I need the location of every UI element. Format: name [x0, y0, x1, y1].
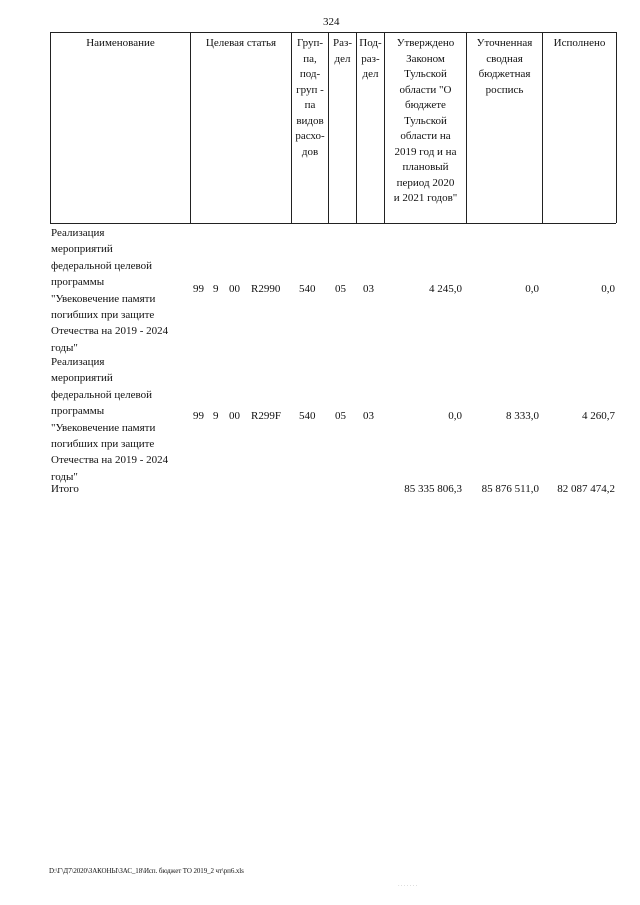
row-code-2: 9: [213, 410, 219, 422]
row-code-4: R2990: [251, 283, 281, 295]
row-code-4: R299F: [251, 410, 281, 422]
total-executed: 82 087 474,2: [557, 483, 615, 495]
row-name: Реализация мероприятий федеральной целевой программы "Увековечение памяти погибших при защите Отечества на 2019 - 2024 годы": [51, 356, 169, 483]
row-group: 540: [299, 283, 316, 295]
row-executed: 4 260,7: [582, 410, 615, 422]
column-divider: [616, 32, 617, 223]
row-approved: 4 245,0: [429, 283, 462, 295]
row-section: 05: [335, 410, 346, 422]
row-subsection: 03: [363, 410, 374, 422]
total-approved: 85 335 806,3: [404, 483, 462, 495]
file-path-footer: D:\Г\Д7\2020\ЗАКОНЫ\ЗАС_18\Исп. бюджет ТО 2019_2 чт\рп6.xls: [49, 867, 244, 875]
row-code-1: 99: [193, 283, 204, 295]
header-target-item: Целевая статья: [205, 37, 277, 49]
total-refined: 85 876 511,0: [481, 483, 539, 495]
header-name: Наименование: [86, 37, 155, 49]
row-code-1: 99: [193, 410, 204, 422]
header-approved: Утверждено Законом Тульской области "О бюджете Тульской области на 2019 год и на плановый период 2020 и 2021 годов": [393, 37, 458, 204]
row-approved: 0,0: [448, 410, 462, 422]
row-code-3: 00: [229, 283, 240, 295]
row-group: 540: [299, 410, 316, 422]
scan-artifacts: · · · · · · ·: [398, 884, 418, 889]
header-group: Груп- па, под- груп - па видов расхо- дов: [295, 37, 325, 158]
header-subsection: Под- раз- дел: [359, 37, 382, 80]
page-number: 324: [323, 16, 340, 28]
row-code-2: 9: [213, 283, 219, 295]
row-subsection: 03: [363, 283, 374, 295]
total-label: Итого: [51, 483, 79, 495]
header-section: Раз- дел: [332, 37, 352, 65]
row-name: Реализация мероприятий федеральной целевой программы "Увековечение памяти погибших при защите Отечества на 2019 - 2024 годы": [51, 227, 169, 354]
row-section: 05: [335, 283, 346, 295]
row-executed: 0,0: [601, 283, 615, 295]
row-code-3: 00: [229, 410, 240, 422]
header-executed: Исполнено: [553, 37, 606, 49]
row-refined: 0,0: [525, 283, 539, 295]
header-refined: Уточненная сводная бюджетная роспись: [476, 37, 533, 96]
row-refined: 8 333,0: [506, 410, 539, 422]
